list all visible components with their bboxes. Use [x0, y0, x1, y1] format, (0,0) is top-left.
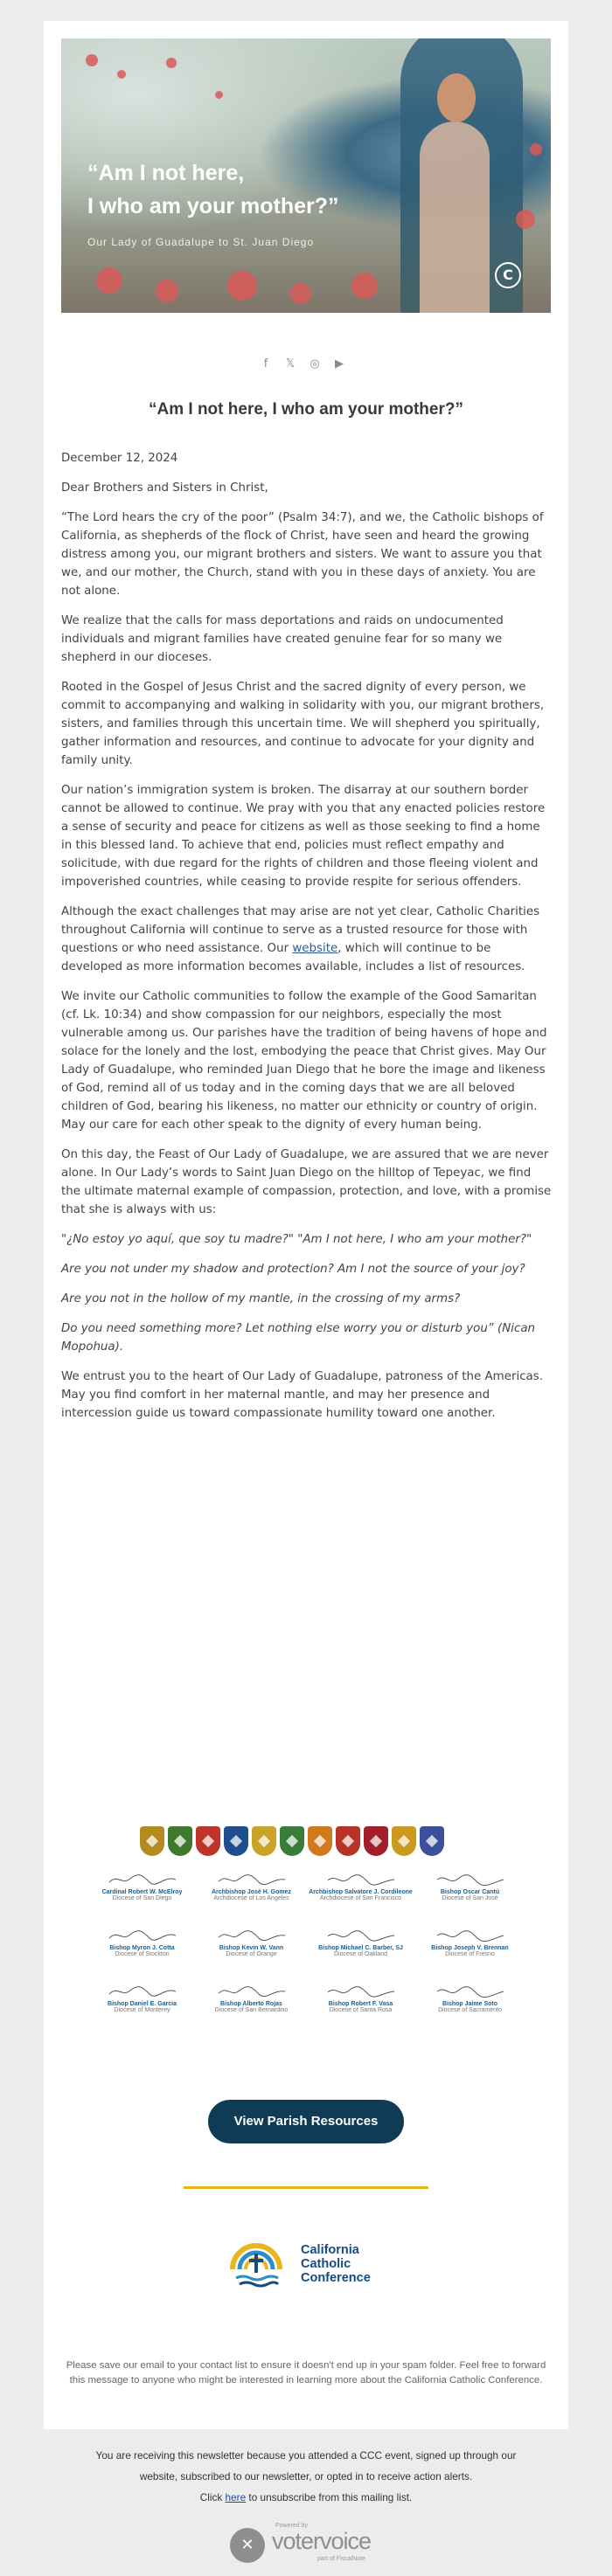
signature-name: Cardinal Robert W. McElroy [101, 1889, 183, 1895]
votervoice-brand: votervoice [272, 2528, 372, 2554]
diocese-seal-icon [420, 1826, 444, 1856]
footer [52, 2445, 560, 2508]
signature-diocese: Diocese of Fresno [445, 1951, 495, 1957]
signature-block [306, 1928, 415, 1975]
diocese-seals [140, 1826, 444, 1856]
paragraph: Our nation’s immigration system is broken. The disarray at our southern border cannot be allowed to continue. We pray with you that any enacted policies restore a sense of security and peace for citizens as well as those seeking to find a home in this blessed land. To achieve that end, policies must reflect empathy and solicitude, with due regard for the rights of children and those fleeing violent and impoverished countries, while ceasing to provide respite for serious offenders. [61, 784, 546, 889]
ccc-badge-icon: C [495, 262, 521, 288]
signature-diocese: Diocese of Orange [226, 1951, 277, 1957]
hero-banner [61, 38, 551, 313]
signature-diocese: Diocese of San Bernardino [214, 2007, 289, 2013]
social-links [259, 357, 346, 370]
votervoice-logo-icon: ✕ [230, 2528, 265, 2563]
hero-title: “Am I not here, I who am your mother?” [87, 161, 339, 218]
signature-name: Bishop Myron J. Cotta [109, 1945, 175, 1951]
youtube-icon[interactable]: ▶ [335, 357, 344, 370]
flower [156, 280, 178, 302]
signature-scribble [215, 1984, 289, 1999]
signature-name: Archbishop José H. Gomez [211, 1889, 292, 1895]
footer-unsub-text: to unsubscribe from this mailing list. [246, 2491, 413, 2503]
website-link[interactable]: website [292, 942, 338, 955]
powered-by-label: Powered by [275, 2523, 308, 2529]
resources-text-before: Although the exact challenges that may arise are not yet clear, Catholic Charities throughout California will continue to serve as a trusted resource for those with questions or who need assistance. Our [61, 905, 540, 955]
instagram-icon[interactable]: ◎ [309, 357, 320, 370]
closing-paragraph: We entrust you to the heart of Our Lady of Guadalupe, patroness of the Americas. May you find comfort in her maternal mantle, and may her presence and intercession guide us toward compassionate humility toward one another. [61, 1370, 543, 1420]
signature-name: Bishop Kevin W. Vann [219, 1945, 284, 1951]
signature-scribble [324, 1872, 398, 1887]
paragraph: “The Lord hears the cry of the poor” (Psalm 34:7), and we, the Catholic bishops of California, as shepherds of the flock of Christ, have seen and heard the growing distress among you, our migrant brothers and sisters. We want to assure you that we, and our mother, the Church, stand with you in these days of anxiety. You are not alone. [61, 511, 544, 598]
signature-name: Bishop Joseph V. Brennan [431, 1945, 509, 1951]
fiscalnote-label: part of FiscalNote [317, 2556, 365, 2562]
hero-figure-face [437, 73, 476, 122]
diocese-seal-icon [280, 1826, 304, 1856]
signature-diocese: Archdiocese of San Francisco [320, 1895, 401, 1901]
flower [117, 70, 126, 79]
diocese-seal-icon [308, 1826, 332, 1856]
signature-scribble [106, 1984, 179, 1999]
paragraph: Rooted in the Gospel of Jesus Christ and the sacred dignity of every person, we commit to accompanying and walking in solidarity with you, our migrant brothers, sisters, and families through this uncertain time. We will shepherd you spiritually, gather information and resources, and continue to advocate for your dignity and family unity. [61, 681, 545, 767]
ccc-logo-icon [227, 2234, 285, 2292]
signature-name: Bishop Daniel E. Garcia [108, 2001, 177, 2007]
quote: Are you not under my shadow and protection? Am I not the source of your joy? [61, 1263, 525, 1276]
footer-line: website, subscribed to our newsletter, or opted in to receive action alerts. [139, 2470, 473, 2483]
letter-body [61, 449, 553, 1434]
signature-block [415, 1872, 525, 1919]
diocese-seal-icon [140, 1826, 164, 1856]
diocese-seal-icon [196, 1826, 220, 1856]
signature-name: Bishop Michael C. Barber, SJ [318, 1945, 403, 1951]
footer-click: Click [199, 2491, 226, 2503]
signature-name: Bishop Jaime Soto [442, 2001, 497, 2007]
powered-by-votervoice[interactable] [230, 2523, 387, 2563]
signature-block [87, 1984, 197, 2031]
diocese-seal-icon [364, 1826, 388, 1856]
save-email-note: Please save our email to your contact list to ensure it doesn't end up in your spam folder. Feel free to forward this message to anyone who might be interested in learning more about the California Catholic Conference. [66, 2360, 546, 2386]
signature-block [415, 1984, 525, 2031]
diocese-seal-icon [392, 1826, 416, 1856]
view-parish-resources-button[interactable]: View Parish Resources [208, 2100, 404, 2143]
signature-diocese: Diocese of San José [442, 1895, 498, 1901]
signature-scribble [106, 1872, 179, 1887]
bishop-signatures [87, 1872, 525, 2031]
signature-scribble [434, 1872, 507, 1887]
signature-scribble [215, 1928, 289, 1943]
x-icon[interactable]: 𝕏 [285, 357, 296, 370]
signature-diocese: Archdiocese of Los Angeles [213, 1895, 289, 1901]
hero-figure-dress [420, 121, 490, 313]
paragraph: We invite our Catholic communities to follow the example of the Good Samaritan (cf. Lk. 10:34) and show compassion for our neighbors, especially the most vulnerable among us. Our parishes have the tradition of being havens of hope and solace for the lonely and the lost, embodying the peace that Christ gives. May Our Lady of Guadalupe, who reminded Juan Diego that he bore the image and likeness of God, remind all of us today and in the coming days that we are all beloved children of God, bearing his likeness, no matter our ethnicity or country of origin. May our care for each other speak to the dignity of every human being. [61, 990, 547, 1132]
letter-salutation: Dear Brothers and Sisters in Christ, [61, 481, 268, 495]
flower [227, 271, 257, 301]
resources-text-after: , which will continue to be developed as more information becomes available, includes a list of resources. [61, 942, 525, 973]
diocese-seal-icon [252, 1826, 276, 1856]
signature-diocese: Diocese of San Diego [112, 1895, 172, 1901]
signature-block [306, 1984, 415, 2031]
signature-name: Bishop Alberto Rojas [220, 2001, 282, 2007]
unsubscribe-line [52, 2487, 560, 2508]
letter-date: December 12, 2024 [61, 452, 178, 465]
signature-block [197, 1872, 306, 1919]
ccc-logo-text: California Catholic Conference [301, 2243, 371, 2285]
signature-scribble [434, 1984, 507, 1999]
paragraph: We realize that the calls for mass deportations and raids on undocumented individuals and migrant families have created genuine fear for so many we shepherd in our dioceses. [61, 614, 504, 664]
ccc-logo [227, 2234, 393, 2294]
signature-scribble [324, 1984, 398, 1999]
diocese-seal-icon [224, 1826, 248, 1856]
signature-scribble [215, 1872, 289, 1887]
signature-name: Archbishop Salvatore J. Cordileone [309, 1889, 413, 1895]
flower [166, 58, 177, 68]
quote: "¿No estoy yo aquí, que soy tu madre?" "Am I not here, I who am your mother?" [61, 1233, 532, 1246]
signature-diocese: Diocese of Santa Rosa [329, 2007, 393, 2013]
signature-block [87, 1872, 197, 1919]
hero-subtitle: Our Lady of Guadalupe to St. Juan Diego [87, 236, 315, 248]
signature-block [197, 1984, 306, 2031]
flower [530, 143, 542, 156]
signature-scribble [324, 1928, 398, 1943]
flower [96, 267, 122, 294]
signature-diocese: Diocese of Stockton [115, 1951, 170, 1957]
quote: Do you need something more? Let nothing else worry you or disturb you” (Nican Mopohua). [61, 1322, 536, 1354]
facebook-icon[interactable]: f [263, 357, 268, 370]
paragraph: On this day, the Feast of Our Lady of Guadalupe, we are assured that we are never alone. In Our Lady’s words to Saint Juan Diego on the hilltop of Tepeyac, we find the ultimate maternal example of compassion, protection, and love, with a promise that she is always with us: [61, 1148, 552, 1216]
flower [351, 273, 378, 299]
diocese-seal-icon [336, 1826, 360, 1856]
unsubscribe-link[interactable]: here [225, 2491, 247, 2503]
signature-name: Bishop Robert F. Vasa [328, 2001, 393, 2007]
signature-block [415, 1928, 525, 1975]
signature-scribble [106, 1928, 179, 1943]
flower [215, 91, 223, 99]
footer-line: You are receiving this newsletter because you attended a CCC event, signed up through our [95, 2449, 517, 2462]
flower [290, 283, 311, 304]
signature-name: Bishop Oscar Cantú [440, 1889, 500, 1895]
resources-paragraph [61, 903, 553, 976]
flower [516, 210, 535, 229]
diocese-seal-icon [168, 1826, 192, 1856]
signature-diocese: Diocese of Sacramento [438, 2007, 502, 2013]
signature-block [306, 1872, 415, 1919]
quote: Are you not in the hollow of my mantle, in the crossing of my arms? [61, 1292, 461, 1305]
letter-headline: “Am I not here, I who am your mother?” [149, 400, 463, 419]
gold-divider [184, 2186, 428, 2189]
signature-diocese: Diocese of Monterey [114, 2007, 170, 2013]
signature-diocese: Diocese of Oakland [333, 1951, 388, 1957]
signature-block [87, 1928, 197, 1975]
signature-scribble [434, 1928, 507, 1943]
flower [86, 54, 98, 66]
signature-block [197, 1928, 306, 1975]
